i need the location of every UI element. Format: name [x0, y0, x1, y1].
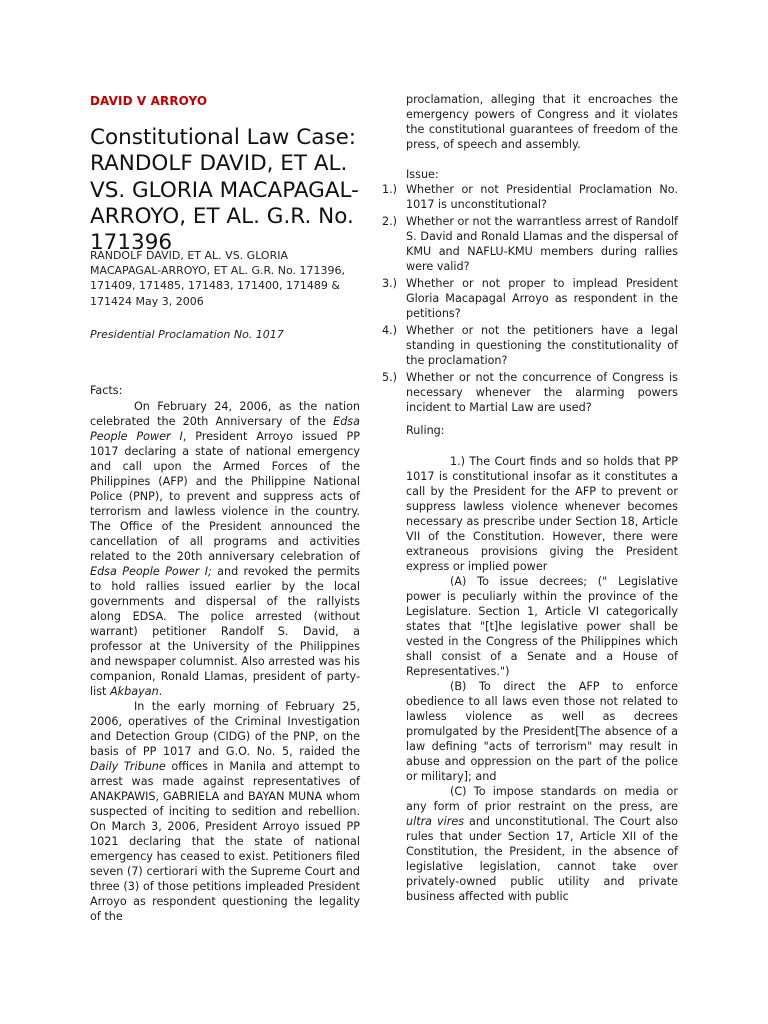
ruling-paragraph-a: (A) To issue decrees; (" Legislative power is peculiarly within the province of the Legislature. Section 1, Article VI categorically states that "[t]he legislative power shall be vested in the Congress of the Philippines which shall consist of a Senate and a House of Representatives.") [406, 575, 678, 678]
issue-label: Issue: [406, 168, 439, 181]
proclamation-heading: Presidential Proclamation No. 1017 [90, 328, 284, 341]
facts-label: Facts: [90, 384, 123, 397]
list-item: 5.) Whether or not the concurrence of Congress is necessary whenever the alarming powers incident to Martial Law are used? [382, 371, 678, 414]
ruling-paragraph-b: (B) To direct the AFP to enforce obedience to all laws even those not related to lawless violence as well as decrees promulgated by the President[The absence of a law defining "acts of terrorism" may result in abuse and oppression on the part of the police or military]; and [406, 680, 678, 783]
facts-continuation: proclamation, alleging that it encroaches the emergency powers of Congress and it violates the constitutional guarantees of freedom of the press, of speech and assembly. [406, 93, 678, 151]
ruling-paragraph-1: 1.) The Court finds and so holds that PP 1017 is constitutional insofar as it constitutes a call by the President for the AFP to prevent or suppress lawless violence whenever becomes necessary as prescribe under Section 18, Article VII of the Constitution. However, there were extraneous provisions giving the President express or implied power [406, 455, 678, 573]
ruling-body [406, 454, 678, 904]
list-item: 3.) Whether or not proper to implead President Gloria Macapagal Arroyo as respondent in the petitions? [382, 277, 678, 320]
list-item: 2.) Whether or not the warrantless arrest of Randolf S. David and Ronald Llamas and the dispersal of KMU and NAFLU-KMU members during rallies were valid? [382, 215, 678, 273]
case-citation: RANDOLF DAVID, ET AL. VS. GLORIA MACAPAGAL-ARROYO, ET AL. G.R. No. 171396, 171409, 171485, 171483, 171400, 171489 & 171424 May 3, 2006 [90, 249, 345, 308]
facts-body [90, 399, 360, 924]
case-title: Constitutional Law Case: RANDOLF DAVID, ET AL. VS. GLORIA MACAPAGAL-ARROYO, ET AL. G.R. No. 171396 [90, 125, 359, 256]
issues-list [382, 182, 678, 417]
ruling-paragraph-c: (C) To impose standards on media or any form of prior restraint on the press, are ultra vires and unconstitutional. The Court also rules that under Section 17, Article XII of the Constitution, the President, in the absence of legislative legislation, cannot take over privately-owned public utility and private business affected with public [406, 785, 678, 903]
list-item: 1.) Whether or not Presidential Proclamation No. 1017 is unconstitutional? [382, 183, 678, 211]
document-label: DAVID V ARROYO [90, 94, 208, 108]
facts-paragraph-1: On February 24, 2006, as the nation celebrated the 20th Anniversary of the Edsa People Power I, President Arroyo issued PP 1017 declaring a state of national emergency and call upon the Armed Forces of the Philippines (AFP) and the Philippine National Police (PNP), to prevent and suppress acts of terrorism and lawless violence in the country. The Office of the President announced the cancellation of all programs and activities related to the 20th anniversary celebration of Edsa People Power I; and revoked the permits to hold rallies issued earlier by the local governments and dispersal of the rallyists along EDSA. The police arrested (without warrant) petitioner Randolf S. David, a professor at the University of the Philippines and newspaper columnist. Also arrested was his companion, Ronald Llamas, president of party-list Akbayan. [90, 400, 360, 698]
facts-paragraph-2: In the early morning of February 25, 2006, operatives of the Criminal Investigation and Detection Group (CIDG) of the PNP, on the basis of PP 1017 and G.O. No. 5, raided the Daily Tribune offices in Manila and attempt to arrest was made against representatives of ANAKPAWIS, GABRIELA and BAYAN MUNA whom suspected of inciting to sedition and rebellion. On March 3, 2006, President Arroyo issued PP 1021 declaring that the state of national emergency has ceased to exist. Petitioners filed seven (7) certiorari with the Supreme Court and three (3) of those petitions impleaded President Arroyo as respondent questioning the legality of the [90, 700, 361, 923]
list-item: 4.) Whether or not the petitioners have a legal standing in questioning the constitutionality of the proclamation? [382, 324, 678, 367]
ruling-label: Ruling: [406, 424, 445, 437]
